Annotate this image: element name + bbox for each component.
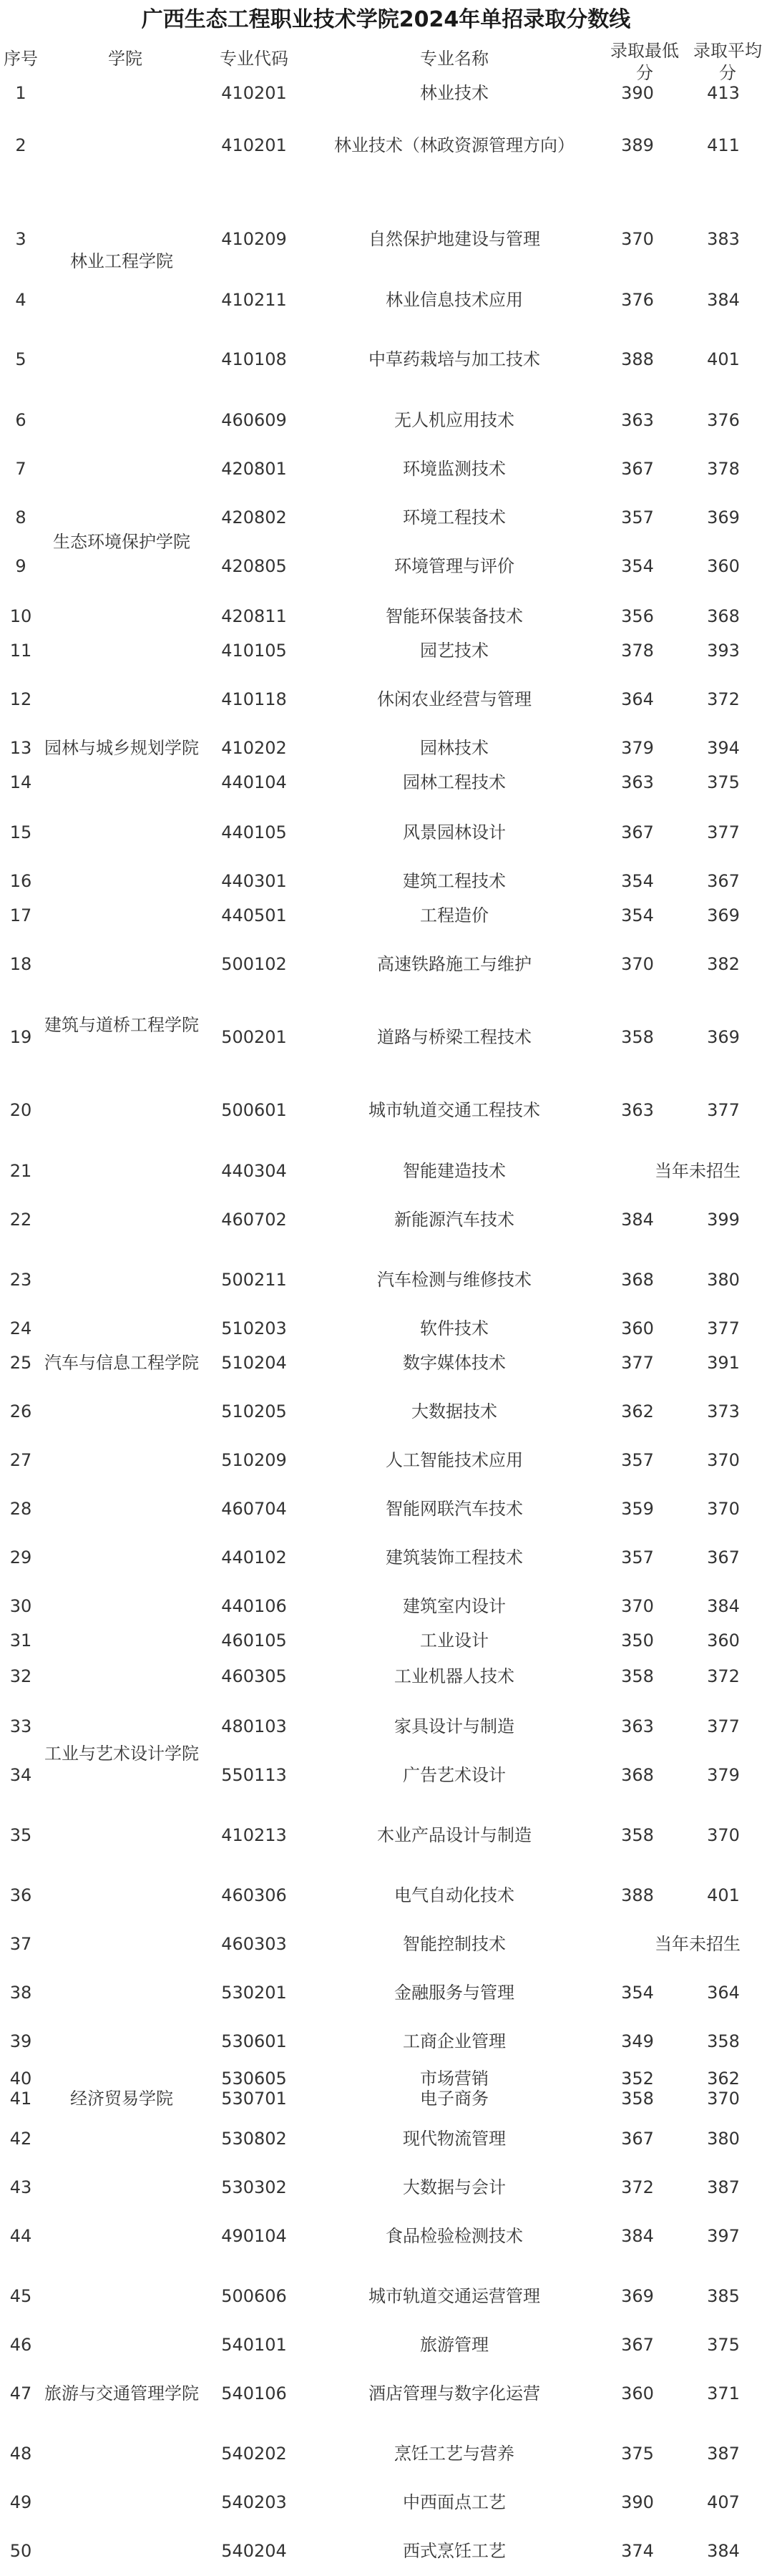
major-code: 530802 [221,2129,287,2149]
header-avg-line2: 分 [719,63,736,83]
min-score: 370 [621,1596,654,1616]
major-code: 410213 [221,1825,287,1845]
row-number: 19 [9,1027,32,1047]
major-name: 市场营销 [420,2069,489,2089]
min-score: 358 [621,2089,654,2109]
major-name: 烹饪工艺与营养 [394,2444,514,2464]
major-name: 建筑装饰工程技术 [386,1547,523,1568]
min-score: 357 [621,1547,654,1568]
major-code: 480103 [221,1716,287,1736]
min-score: 360 [621,2383,654,2404]
header-college: 学院 [108,49,142,69]
min-score: 370 [621,954,654,974]
major-code: 460303 [221,1934,287,1954]
avg-score: 367 [707,871,740,891]
major-code: 500102 [221,954,287,974]
min-score: 375 [621,2444,654,2464]
row-number: 15 [9,822,32,842]
avg-score: 393 [707,641,740,661]
major-code: 500201 [221,1027,287,1047]
major-code: 460306 [221,1885,287,1905]
avg-score: 373 [707,1401,740,1421]
college-name: 工业与艺术设计学院 [44,1744,199,1764]
avg-score: 377 [707,822,740,842]
min-score: 358 [621,1666,654,1686]
major-name: 休闲农业经营与管理 [377,689,532,709]
row-number: 24 [9,1318,32,1338]
major-code: 530605 [221,2069,287,2089]
college-name: 汽车与信息工程学院 [44,1353,199,1373]
min-score: 352 [621,2069,654,2089]
not-enrolled-note: 当年未招生 [655,1934,741,1954]
major-code: 440105 [221,822,287,842]
major-code: 460609 [221,410,287,430]
row-number: 8 [15,507,26,528]
min-score: 363 [621,772,654,792]
avg-score: 370 [707,1499,740,1519]
major-code: 510209 [221,1450,287,1470]
avg-score: 379 [707,1765,740,1785]
major-name: 园林工程技术 [403,772,506,792]
min-score: 358 [621,1825,654,1845]
row-number: 22 [9,1210,32,1230]
avg-score: 360 [707,556,740,576]
major-code: 530201 [221,1983,287,2003]
major-name: 高速铁路施工与维护 [377,954,532,974]
min-score: 354 [621,871,654,891]
major-name: 木业产品设计与制造 [377,1825,532,1845]
major-code: 510204 [221,1353,287,1373]
row-number: 12 [9,689,32,709]
row-number: 46 [9,2335,32,2355]
avg-score: 371 [707,2383,740,2404]
page-title: 广西生态工程职业技术学院2024年单招录取分数线 [141,7,631,32]
major-name: 无人机应用技术 [394,410,514,430]
major-name: 自然保护地建设与管理 [368,229,540,249]
min-score: 384 [621,1210,654,1230]
row-number: 16 [9,871,32,891]
college-name: 林业工程学院 [70,251,173,271]
min-score: 363 [621,1716,654,1736]
row-number: 20 [9,1100,32,1120]
row-number: 39 [9,2031,32,2051]
row-number: 33 [9,1716,32,1736]
row-number: 11 [9,641,32,661]
major-code: 540106 [221,2383,287,2404]
major-code: 440304 [221,1161,287,1181]
avg-score: 399 [707,1210,740,1230]
min-score: 359 [621,1499,654,1519]
row-number: 38 [9,1983,32,2003]
avg-score: 375 [707,772,740,792]
avg-score: 375 [707,2335,740,2355]
major-name: 电子商务 [420,2089,489,2109]
row-number: 10 [9,606,32,626]
major-code: 410211 [221,290,287,310]
avg-score: 369 [707,905,740,925]
major-name: 软件技术 [420,1318,489,1338]
row-number: 25 [9,1353,32,1373]
avg-score: 372 [707,1666,740,1686]
min-score: 379 [621,738,654,758]
row-number: 21 [9,1161,32,1181]
min-score: 377 [621,1353,654,1373]
major-code: 500211 [221,1270,287,1290]
min-score: 358 [621,1027,654,1047]
not-enrolled-note: 当年未招生 [655,1161,741,1181]
row-number: 35 [9,1825,32,1845]
avg-score: 369 [707,507,740,528]
avg-score: 382 [707,954,740,974]
college-name: 生态环境保护学院 [53,532,190,552]
min-score: 356 [621,606,654,626]
row-number: 31 [9,1630,32,1651]
major-code: 460105 [221,1630,287,1651]
avg-score: 383 [707,229,740,249]
major-name: 汽车检测与维修技术 [377,1270,532,1290]
row-number: 37 [9,1934,32,1954]
major-name: 建筑室内设计 [403,1596,506,1616]
major-name: 环境监测技术 [403,459,506,479]
major-code: 440102 [221,1547,287,1568]
major-code: 410201 [221,135,287,155]
major-code: 540204 [221,2541,287,2561]
major-code: 410209 [221,229,287,249]
avg-score: 377 [707,1318,740,1338]
college-name: 经济贸易学院 [70,2089,173,2109]
major-name: 智能建造技术 [403,1161,506,1181]
major-code: 420805 [221,556,287,576]
row-number: 27 [9,1450,32,1470]
avg-score: 370 [707,2089,740,2109]
min-score: 350 [621,1630,654,1651]
min-score: 372 [621,2177,654,2197]
row-number: 7 [15,459,26,479]
avg-score: 378 [707,459,740,479]
major-code: 490104 [221,2226,287,2246]
avg-score: 384 [707,290,740,310]
avg-score: 362 [707,2069,740,2089]
min-score: 357 [621,1450,654,1470]
row-number: 44 [9,2226,32,2246]
major-name: 建筑工程技术 [403,871,506,891]
row-number: 23 [9,1270,32,1290]
avg-score: 367 [707,1547,740,1568]
major-name: 旅游管理 [420,2335,489,2355]
avg-score: 401 [707,1885,740,1905]
row-number: 49 [9,2492,32,2512]
row-number: 3 [15,229,26,249]
avg-score: 387 [707,2444,740,2464]
major-name: 智能环保装备技术 [386,606,523,626]
avg-score: 369 [707,1027,740,1047]
major-name: 林业技术（林政资源管理方向） [334,135,575,155]
major-code: 550113 [221,1765,287,1785]
major-code: 510205 [221,1401,287,1421]
row-number: 28 [9,1499,32,1519]
min-score: 364 [621,689,654,709]
min-score: 374 [621,2541,654,2561]
major-name: 智能网联汽车技术 [386,1499,523,1519]
min-score: 367 [621,2335,654,2355]
major-code: 420811 [221,606,287,626]
avg-score: 360 [707,1630,740,1651]
avg-score: 358 [707,2031,740,2051]
major-code: 420801 [221,459,287,479]
min-score: 384 [621,2226,654,2246]
major-code: 410108 [221,349,287,369]
major-code: 540202 [221,2444,287,2464]
major-name: 林业技术 [420,83,489,103]
avg-score: 380 [707,2129,740,2149]
min-score: 376 [621,290,654,310]
row-number: 4 [15,290,26,310]
min-score: 357 [621,507,654,528]
major-code: 460305 [221,1666,287,1686]
min-score: 349 [621,2031,654,2051]
college-name: 建筑与道桥工程学院 [44,1015,199,1035]
row-number: 47 [9,2383,32,2404]
min-score: 367 [621,2129,654,2149]
major-code: 530302 [221,2177,287,2197]
row-number: 48 [9,2444,32,2464]
min-score: 354 [621,905,654,925]
row-number: 26 [9,1401,32,1421]
min-score: 369 [621,2286,654,2306]
row-number: 18 [9,954,32,974]
row-number: 50 [9,2541,32,2561]
major-name: 大数据技术 [411,1401,497,1421]
major-code: 500606 [221,2286,287,2306]
major-name: 智能控制技术 [403,1934,506,1954]
major-code: 410105 [221,641,287,661]
major-code: 410202 [221,738,287,758]
major-name: 电气自动化技术 [394,1885,514,1905]
min-score: 388 [621,1885,654,1905]
major-name: 金融服务与管理 [394,1983,514,2003]
major-name: 数字媒体技术 [403,1353,506,1373]
row-number: 6 [15,410,26,430]
major-name: 西式烹饪工艺 [403,2541,506,2561]
row-number: 14 [9,772,32,792]
avg-score: 384 [707,1596,740,1616]
major-code: 540203 [221,2492,287,2512]
row-number: 41 [9,2089,32,2109]
min-score: 378 [621,641,654,661]
major-code: 440106 [221,1596,287,1616]
major-code: 540101 [221,2335,287,2355]
row-number: 30 [9,1596,32,1616]
college-name: 旅游与交通管理学院 [44,2383,199,2404]
major-name: 食品检验检测技术 [386,2226,523,2246]
avg-score: 413 [707,83,740,103]
major-name: 中草药栽培与加工技术 [368,349,540,369]
min-score: 363 [621,410,654,430]
min-score: 362 [621,1401,654,1421]
avg-score: 387 [707,2177,740,2197]
major-name: 酒店管理与数字化运营 [368,2383,540,2404]
min-score: 389 [621,135,654,155]
row-number: 2 [15,135,26,155]
header-name: 专业名称 [420,49,489,69]
avg-score: 377 [707,1100,740,1120]
avg-score: 401 [707,349,740,369]
major-code: 440301 [221,871,287,891]
avg-score: 407 [707,2492,740,2512]
row-number: 32 [9,1666,32,1686]
major-code: 420802 [221,507,287,528]
major-code: 410201 [221,83,287,103]
major-name: 工程造价 [420,905,489,925]
avg-score: 391 [707,1353,740,1373]
major-name: 大数据与会计 [403,2177,506,2197]
row-number: 5 [15,349,26,369]
major-name: 中西面点工艺 [403,2492,506,2512]
avg-score: 370 [707,1450,740,1470]
major-name: 道路与桥梁工程技术 [377,1027,532,1047]
major-name: 园艺技术 [420,641,489,661]
major-name: 人工智能技术应用 [386,1450,523,1470]
major-code: 440501 [221,905,287,925]
major-name: 新能源汽车技术 [394,1210,514,1230]
major-code: 530601 [221,2031,287,2051]
min-score: 388 [621,349,654,369]
major-name: 城市轨道交通运营管理 [368,2286,540,2306]
row-number: 40 [9,2069,32,2089]
min-score: 354 [621,1983,654,2003]
major-name: 工业机器人技术 [394,1666,514,1686]
major-name: 林业信息技术应用 [386,290,523,310]
avg-score: 394 [707,738,740,758]
avg-score: 364 [707,1983,740,2003]
avg-score: 370 [707,1825,740,1845]
min-score: 367 [621,822,654,842]
avg-score: 380 [707,1270,740,1290]
row-number: 9 [15,556,26,576]
row-number: 1 [15,83,26,103]
row-number: 29 [9,1547,32,1568]
major-code: 460704 [221,1499,287,1519]
major-name: 园林技术 [420,738,489,758]
avg-score: 384 [707,2541,740,2561]
min-score: 367 [621,459,654,479]
min-score: 390 [621,2492,654,2512]
row-number: 34 [9,1765,32,1785]
major-name: 工业设计 [420,1630,489,1651]
header-min-line2: 分 [636,63,653,83]
major-code: 410118 [221,689,287,709]
avg-score: 372 [707,689,740,709]
college-name: 园林与城乡规划学院 [44,738,199,758]
header-no: 序号 [4,49,38,69]
avg-score: 377 [707,1716,740,1736]
min-score: 354 [621,556,654,576]
major-name: 环境工程技术 [403,507,506,528]
min-score: 363 [621,1100,654,1120]
avg-score: 368 [707,606,740,626]
min-score: 368 [621,1270,654,1290]
avg-score: 397 [707,2226,740,2246]
major-name: 现代物流管理 [403,2129,506,2149]
major-code: 530701 [221,2089,287,2109]
min-score: 390 [621,83,654,103]
header-code: 专业代码 [220,49,288,69]
avg-score: 411 [707,135,740,155]
major-name: 城市轨道交通工程技术 [368,1100,540,1120]
min-score: 370 [621,229,654,249]
major-name: 环境管理与评价 [394,556,514,576]
header-min-line1: 录取最低 [610,41,679,61]
min-score: 368 [621,1765,654,1785]
header-avg-line1: 录取平均 [693,41,762,61]
major-name: 风景园林设计 [403,822,506,842]
row-number: 42 [9,2129,32,2149]
major-code: 510203 [221,1318,287,1338]
min-score: 360 [621,1318,654,1338]
major-name: 工商企业管理 [403,2031,506,2051]
row-number: 45 [9,2286,32,2306]
major-code: 500601 [221,1100,287,1120]
row-number: 36 [9,1885,32,1905]
major-name: 广告艺术设计 [403,1765,506,1785]
row-number: 17 [9,905,32,925]
row-number: 13 [9,738,32,758]
row-number: 43 [9,2177,32,2197]
major-code: 460702 [221,1210,287,1230]
avg-score: 376 [707,410,740,430]
major-code: 440104 [221,772,287,792]
avg-score: 385 [707,2286,740,2306]
major-name: 家具设计与制造 [394,1716,514,1736]
